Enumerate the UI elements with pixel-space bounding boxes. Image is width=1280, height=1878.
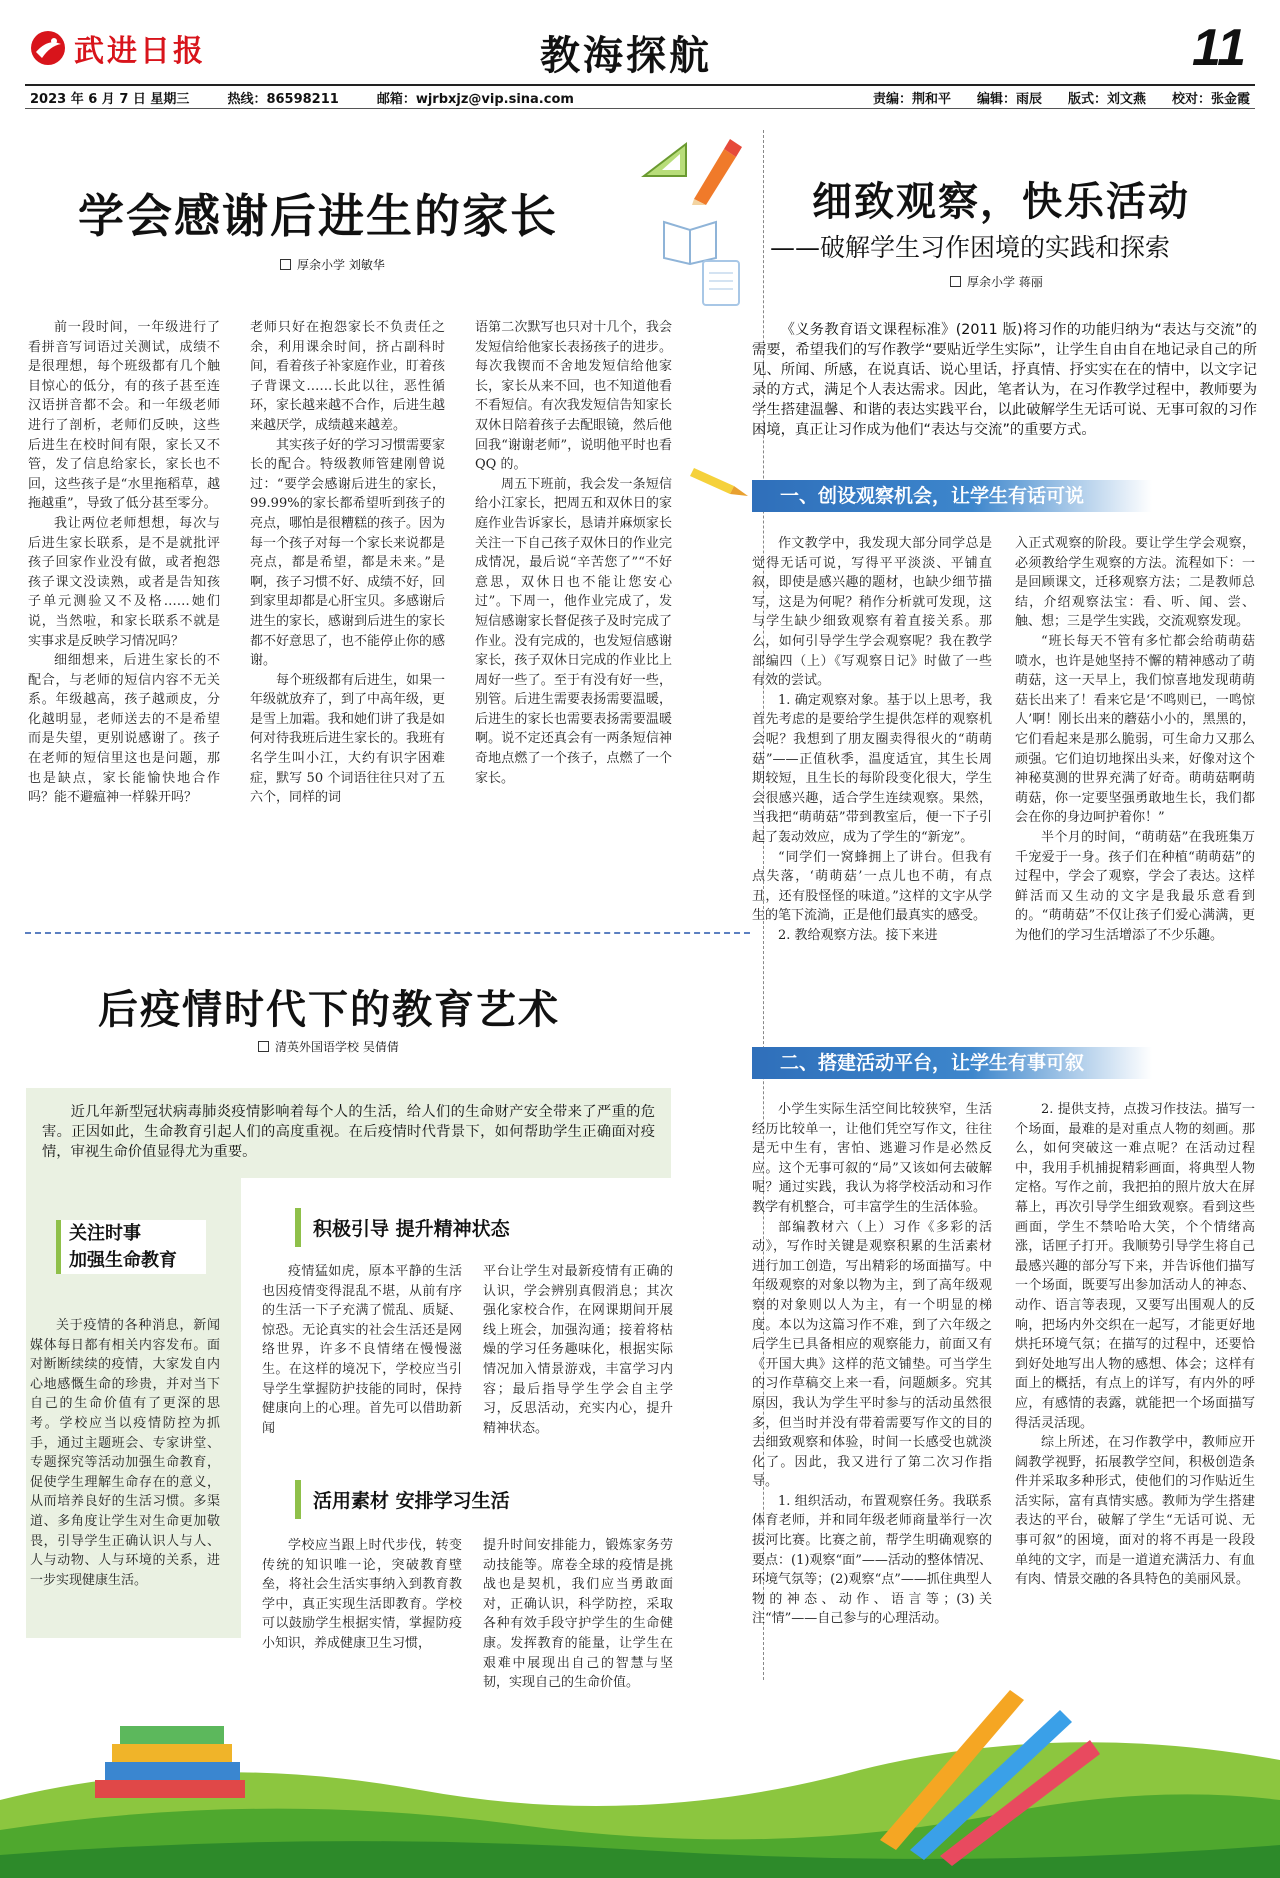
article1-author: 厚余小学 刘敏华 xyxy=(297,258,385,272)
paragraph: “班长每天不管有多忙都会给萌萌菇喷水，也许是她坚持不懈的精神感动了萌萌菇，这一天早上，我们惊喜地发现萌萌菇长出来了！看来它是‘不鸣则已，一鸣惊人’啊！刚长出来的蘑菇小小的，黑黑的，它们看起来是那么脆弱，可生命力又那么顽强。它们迫切地探出头来，好像对这个神秘莫测的世界充满了好奇。萌萌菇啊萌萌菇，你一定要坚强勇敢地生长，我们都会在你的身边呵护着你！” xyxy=(1015,633,1255,826)
article3-title: 细致观察，快乐活动 xyxy=(812,179,1190,225)
paragraph: 1. 确定观察对象。基于以上思考，我首先考虑的是要给学生提供怎样的观察机会呢？我想到了朋友圈卖得很火的“萌萌菇”——正值秋季，温度适宜，其生长周期较短，且生长的每阶段变化很大，学生会很感兴趣，适合学生连续观察。果然，当我把“萌萌菇”带到教室后，便一下子引起了轰动效应，成为了学生的“新宠”。 xyxy=(752,692,992,845)
article2-heading2: 积极引导 提升精神状态 xyxy=(295,1208,522,1247)
article-divider xyxy=(25,932,750,934)
article1-col1 xyxy=(28,318,220,888)
notebook-icon xyxy=(695,255,745,310)
article2-byline xyxy=(258,1038,399,1055)
paragraph: 语第二次默写也只对十几个，我会发短信给他家长表扬孩子的进步。每次我锲而不舍地发短信给他家长，家长从来不回，也不知道他看不看短信。有次我发短信告知家长双休日陪着孩子去配眼镜，然后他回我“谢谢老师”，说明他平时也看 QQ 的。 xyxy=(475,320,672,473)
article2-colB xyxy=(262,1262,462,1462)
staff-credits xyxy=(873,88,1250,107)
paragraph: 关于疫情的各种消息，新闻媒体每日都有相关内容发布。面对断断续续的疫情，大家发自内心地感慨生命的珍贵，并对当下自己的生命价值有了更深的思考。学校应当以疫情防控为抓手，通过主题班会、专家讲堂、专题探究等活动加强生命教育，促使学生理解生命存在的意义，从而培养良好的生活习惯。多渠道、多角度让学生对生命更加敬畏，引导学生正确认识人与人、人与动物、人与环境的关系，进一步实现健康生活。 xyxy=(30,1318,220,1588)
issue-date: 2023 年 6 月 7 日 星期三 xyxy=(30,92,190,107)
layout-credit: 版式：刘文燕 xyxy=(1067,92,1146,107)
editor-credit: 责编：荆和平 xyxy=(872,92,951,107)
paragraph: 小学生实际生活空间比较狭窄，生活经历比较单一，让他们凭空写作文，往往是无中生有，害怕、逃避习作是必然反应。这个无事可叙的“局”又该如何去破解呢？通过实践，我认为将学校活动和习作教学有机整合，可丰富学生的生活体验。 xyxy=(752,1102,992,1215)
logo-icon xyxy=(28,28,68,68)
editor2-credit: 编辑：雨辰 xyxy=(976,92,1042,107)
article1-byline xyxy=(280,256,385,273)
paragraph: 老师只好在抱怨家长不负责任之余，利用课余时间，挤占副科时间，看着孩子补家庭作业，盯着孩子背课文……长此以往，恶性循环，家长越来越不合作，后进生越来越厌学，成绩越来越差。 xyxy=(250,320,445,433)
article3-author: 厚余小学 蒋丽 xyxy=(967,275,1043,289)
crayon-icon xyxy=(690,460,750,500)
paragraph: 提升时间安排能力，锻炼家务劳动技能等。席卷全球的疫情是挑战也是契机，我们应当勇敢面对，正确认识，科学防控，采取各种有效手段守护学生的生命健康。发挥教育的能量，让学生在艰难中展现出自己的智慧与坚韧，实现自己的生命价值。 xyxy=(483,1538,673,1691)
article3-col2 xyxy=(1015,534,1255,1024)
article2-title: 后疫情时代下的教育艺术 xyxy=(98,987,560,1033)
article3-col4 xyxy=(1015,1100,1255,1660)
header-info xyxy=(30,88,574,107)
paragraph: 1. 组织活动，布置观察任务。我联系体育老师，并和同年级老师商量举行一次拔河比赛。比赛之前，帮学生明确观察的要点：(1)观察“面”——活动的整体情况、环境气氛等；(2)观察“点”——抓住典型人物的神态、动作、语言等；(3)关注“情”——自己参与的心理活动。 xyxy=(752,1493,992,1627)
paragraph: “同学们一窝蜂拥上了讲台。但我有点失落，‘萌萌菇’一点儿也不萌，有点丑，还有股怪怪的味道。”这样的文字从学生的笔下流淌，正是他们最真实的感受。 xyxy=(752,849,992,924)
article3-byline xyxy=(950,273,1043,290)
paragraph: 平台让学生对最新疫情有正确的认识，学会辨别真假消息；其次强化家校合作，在网课期间开展线上班会，加强沟通；接着将枯燥的学习任务趣味化，根据实际情况加入情景游戏，丰富学习内容；最后指导学生学会自主学习，反思活动，充实内心，提升精神状态。 xyxy=(483,1264,673,1436)
page-number: 11 xyxy=(1192,19,1246,77)
paragraph: 入正式观察的阶段。要让学生学会观察，必须教给学生观察的方法。流程如下：一是回顾课文，迁移观察方法；二是教师总结，介绍观察法宝：看、听、闻、尝、触、想；三是学生实践，交流观察发现。 xyxy=(1015,536,1255,630)
email: 邮箱：wjrbxjz@vip.sina.com xyxy=(376,92,574,107)
paragraph: 作文教学中，我发现大部分同学总是觉得无话可说，写得平平淡淡、平铺直叙，即使是感兴趣的题材，也缺少细节描写，这是为何呢？稍作分析就可发现，这与学生缺少细致观察有着直接关系。那么，如何引导学生学会观察呢？我在教学部编四（上）《写观察日记》时做了一些有效的尝试。 xyxy=(752,536,992,689)
article3-section1: 一、创设观察机会，让学生有话可说 xyxy=(752,480,1152,512)
triangle-ruler-icon xyxy=(640,140,690,180)
article1-col2 xyxy=(250,318,445,888)
article3-section2: 二、搭建活动平台，让学生有事可叙 xyxy=(752,1047,1152,1079)
article3-lead: 《义务教育语文课程标准》(2011 版)将习作的功能归纳为“表达与交流”的需要，希望我们的写作教学“要贴近学生实际”，让学生自由自在地记录自己的所见、所闻、所感，在说真话、说心里话，抒真情、抒实实在在的情中，以文字记录的方式，满足个人表达需求。因此，笔者认为，在习作教学过程中，教师要为学生搭建温馨、和谐的表达实践平台，以此破解学生无话可说、无事可叙的习作困境，真正让习作成为他们“表达与交流”的重要方式。 xyxy=(752,322,1257,438)
book-stack-icon xyxy=(95,1726,245,1798)
article1-title: 学会感谢后进生的家长 xyxy=(78,189,558,243)
paragraph: 部编教材六（上）习作《多彩的活动》，写作时关键是观察积累的生活素材进行加工创造，写出精彩的场面描写。中年级观察的对象以物为主，到了高年级观察的对象则以人为主，有一个明显的梯度。本以为这篇习作不难，到了六年级之后学生已具备相应的观察能力，前面又有《开国大典》这样的范文铺垫。可当学生的习作草稿交上来一看，问题颇多。究其原因，我认为学生平时参与的活动虽然很多，但当时并没有带着需要写作文的目的去细致观察和体验，时间一长感受也就淡化了。因此，我又进行了第二次习作指导。 xyxy=(752,1219,992,1490)
article3-subtitle: ——破解学生习作困境的实践和探索 xyxy=(770,233,1171,262)
paragraph: 疫情猛如虎，原本平静的生活也因疫情变得混乱不堪，从前有序的生活一下子充满了慌乱、质疑、惊恐。无论真实的社会生活还是网络世界，许多不良情绪在慢慢滋生。在这样的境况下，学校应当引导学生掌握防护技能的同时，保持健康向上的心理。首先可以借助新闻 xyxy=(262,1264,462,1436)
pencil-icon xyxy=(684,135,744,205)
header-rule xyxy=(25,84,1255,86)
paragraph: 综上所述，在习作教学中，教师应开阔教学视野，拓展教学空间，积极创造条件并采取多种形式，使他们的习作贴近生活实际，富有真情实感。教师为学生搭建表达的平台，破解了学生“无话可说、无事可叙”的困境，面对的将不再是一段段单纯的文字，而是一道道充满活力、有血有肉、情景交融的各具特色的美丽风景。 xyxy=(1015,1435,1255,1588)
paragraph: 每个班级都有后进生，如果一年级就放弃了，到了中高年级，更是雪上加霜。我和她们讲了我是如何对待我班后进生家长的。我班有名学生叫小江，大约有识字困难症，默写 50 个词语往往只对了五六个，同样的词 xyxy=(250,672,445,806)
article2-author: 清英外国语学校 吴倩倩 xyxy=(275,1040,399,1054)
paragraph: 其实孩子好的学习习惯需要家长的配合。特级教师管建刚曾说过：“要学会感谢后进生的家长，99.99%的家长都希望听到孩子的亮点，哪怕是很糟糕的孩子。因为每一个孩子对每一个家长来说都是亮点，都是希望，都是未来。”是啊，孩子习惯不好、成绩不好，回到家里却都是心肝宝贝。多感谢后进生的家长，感谢到后进生的家长都不好意思了，也不能停止你的感谢。 xyxy=(250,437,445,669)
article1-col3 xyxy=(475,318,672,888)
hotline: 热线：86598211 xyxy=(227,92,339,107)
article2-intro-box xyxy=(26,1088,671,1178)
paragraph: 2. 提供支持，点拨习作技法。描写一个场面，最难的是对重点人物的刻画。那么，如何突破这一难点呢？在活动过程中，我用手机捕捉精彩画面，将典型人物定格。写作之前，我把拍的照片放大在屏幕上，再次引导学生细致观察。看到这些画面，学生不禁哈哈大笑，个个情绪高涨，话匣子打开。我顺势引导学生将自己最感兴趣的部分写下来，并告诉他们描写一个场面，既要写出参加活动人的神态、动作、语言等表现，又要写出围观人的反响，把场内外交织在一起写，才能更好地烘托环境气氛；在描写的过程中，还要恰到好处地写出人物的感想、体会；这样有面上的概括，有点上的详写，有内外的呼应，有感情的表露，就能把一个场面描写得活灵活现。 xyxy=(1015,1102,1255,1431)
article2-heading1: 关注时事 加强生命教育 xyxy=(56,1220,206,1274)
article2-heading3: 活用素材 安排学习生活 xyxy=(295,1480,522,1519)
article2-colA xyxy=(30,1316,220,1616)
article3-col3 xyxy=(752,1100,992,1660)
header-rule-thin xyxy=(25,108,1255,109)
masthead-logo xyxy=(28,28,206,68)
paragraph: 我让两位老师想想，每次与后进生家长联系，是不是就批评孩子回家作业没有做，或者抱怨孩子课文没读熟，或者是告知孩子单元测验又不及格……她们说，当然啦，和家长联系不就是实事求是反映学习情况吗？ xyxy=(28,515,220,649)
newspaper-name: 武进日报 xyxy=(74,34,206,69)
article3-col1 xyxy=(752,534,992,1024)
article2-colC xyxy=(483,1262,673,1462)
paragraph: 学校应当跟上时代步伐，转变传统的知识唯一论，突破教育壁垒，将社会生活实事纳入到教育教学中，真正实现生活即教育。学校可以鼓励学生根据实情，掌握防疫小知识，养成健康卫生习惯， xyxy=(262,1538,462,1651)
paragraph: 半个月的时间，“萌萌菇”在我班集万千宠爱于一身。孩子们在种植“萌萌菇”的过程中，学会了观察，学会了表达。这样鲜活而又生动的文字是我最乐意看到的。“萌萌菇”不仅让孩子们爱心满满，更为他们的学习生活增添了不少乐趣。 xyxy=(1015,829,1255,943)
paragraph: 细细想来，后进生家长的不配合，与老师的短信内容不无关系。年级越高，孩子越顽皮，分化越明显，老师送去的不是希望而是失望，更别说感谢了。孩子在老师的短信里这也是问题，那也是缺点，家长能愉快地合作吗？能不避瘟神一样躲开吗？ xyxy=(28,653,220,806)
section-title: 教海探航 xyxy=(540,33,712,79)
paragraph: 周五下班前，我会发一条短信给小江家长，把周五和双休日的家庭作业告诉家长，恳请并麻烦家长关注一下自己孩子双休日的作业完成情况，最后说“辛苦您了”“不好意思，双休日也不能让您安心过”。下周一，他作业完成了，发短信感谢家长督促孩子及时完成了作业。没有完成的，也发短信感谢家长，孩子双休日完成的作业比上周好一些了。至于有没有好一些，别管。后进生需要表扬需要温暖，后进生的家长也需要表扬需要温暖啊。说不定还真会有一两条短信神奇地点燃了一个孩子，点燃了一个家长。 xyxy=(475,476,672,786)
article2-intro: 近几年新型冠状病毒肺炎疫情影响着每个人的生活，给人们的生命财产安全带来了严重的危害。正因如此，生命教育引起人们的高度重视。在后疫情时代背景下，如何帮助学生正确面对疫情，审视生命价值显得尤为重要。 xyxy=(42,1104,655,1160)
paragraph: 前一段时间，一年级进行了看拼音写词语过关测试，成绩不是很理想，每个班级都有几个触目惊心的低分，有的孩子甚至连汉语拼音都不会。和一年级老师进行了剖析，老师们反映，这些后进生在校时间有限，家长又不管，发了信息给家长，家长也不回，这些孩子是“水里拖稻草，越拖越重”，导致了低分甚至零分。 xyxy=(28,320,220,512)
footer-illustration xyxy=(0,1650,1280,1878)
paragraph: 2. 教给观察方法。接下来进 xyxy=(778,927,938,943)
proof-credit: 校对：张金霞 xyxy=(1171,92,1250,107)
